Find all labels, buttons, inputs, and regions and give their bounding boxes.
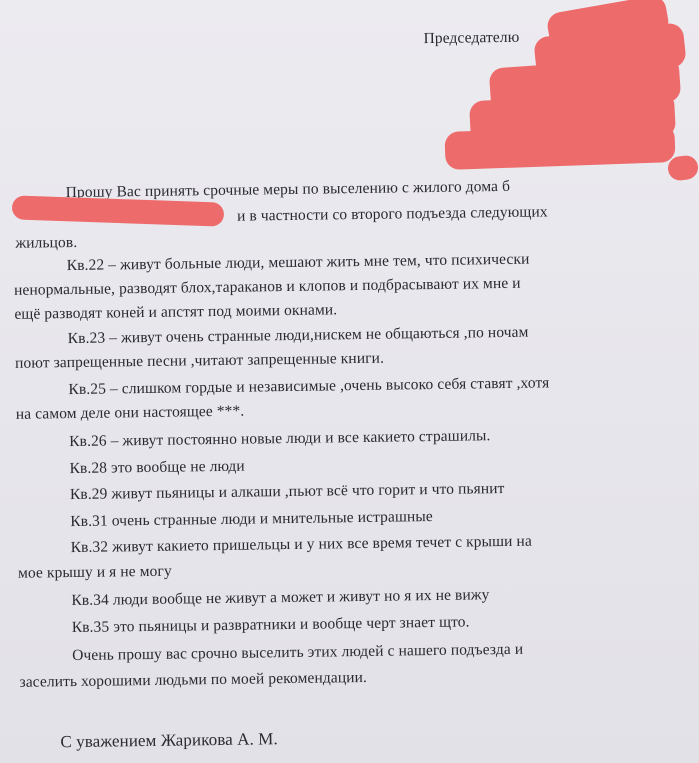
body-line: на самом деле они настоящее ***. (15, 402, 245, 423)
body-line: Очень прошу вас срочно выселить этих людей с нашего подъезда и (72, 640, 524, 665)
body-line: жильцов. (15, 233, 78, 252)
signature: С уважением Жарикова А. М. (60, 729, 278, 752)
body-line: ещё разводят коней и апстят под моими окнами. (14, 301, 338, 323)
body-line: Кв.35 это пьяницы и развратники и вообще черт знает щто. (71, 613, 470, 637)
body-line: Кв.22 – живут больные люди, мешают жить мне тем, что психически (66, 250, 530, 275)
redaction-mark (444, 124, 675, 170)
body-line: Кв.31 очень странные люди и мнительные истрашные (70, 508, 433, 531)
body-line: ненормальные, разводят блох,тараканов и клопов и подбрасывают их мне и (13, 274, 521, 299)
body-line: заселить хорошими людьми по моей рекомендации. (19, 668, 368, 691)
body-line: поют запрещенные песни ,читают запрещенные книги. (14, 349, 385, 372)
addressee: Председателю (423, 28, 520, 48)
body-line: Кв.28 это вообще не люди (69, 457, 245, 478)
body-line: Кв.26 – живут постоянно новые люди и все какието страшилы. (69, 427, 491, 451)
body-line: Кв.25 – слишком гордые и независимые ,очень высоко себя ставят ,хотя (68, 374, 550, 399)
body-line: мое крышу и я не могу (17, 562, 172, 582)
body-line: Кв.29 живут пьяницы и алкаши ,пьют всё что горит и что пьянит (69, 480, 505, 504)
body-line: Кв.23 – живут очень странные люди,нискем не общаються ,по ночам (67, 323, 529, 348)
body-line: Прошу Вас принять срочные меры по выселению с жилого дома б (65, 177, 511, 202)
body-line: и в частности со второго подъезда следующих (236, 203, 548, 225)
body-line: Кв.32 живут какието пришельцы и у них все время течет с крыши на (70, 532, 532, 557)
body-line: Кв.34 люди вообще не живут а может и живут но я их не вижу (71, 586, 490, 610)
